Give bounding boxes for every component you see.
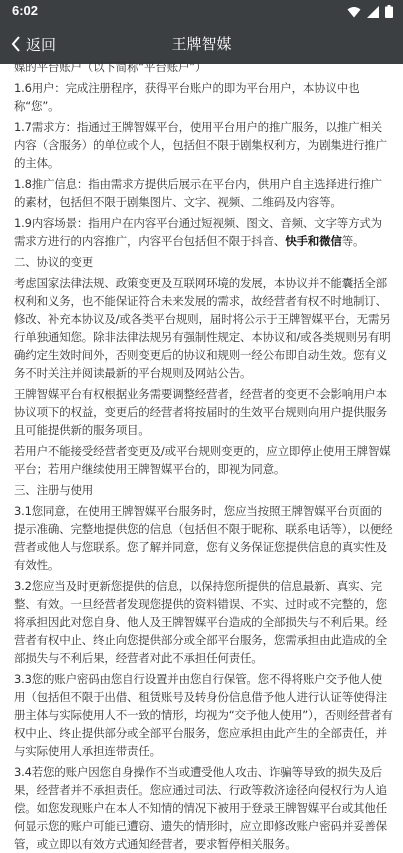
clause-1-9-end: 等。 bbox=[341, 234, 365, 248]
section-2-heading: 二、协议的变更 bbox=[14, 255, 94, 269]
clause-1-9-text: 1.9内容场景：指用户在内容平台通过短视频、图文、音频、文字等方式为需求方进行的内容推广，内容平台包括但不限于抖音、 bbox=[14, 216, 382, 248]
top-fragment: 媒的平台账户（以下简称“平台账户”） bbox=[14, 60, 207, 74]
status-icons bbox=[347, 5, 393, 18]
battery-icon bbox=[385, 5, 393, 18]
status-bar bbox=[0, 0, 403, 24]
clause-3-3: 3.3您的账户密码由您自行设置并由您自行保管。您不得将账户交予他人使用（包括但不限于出借、租赁账号及转身份信息借予他人进行认证等使得注册主体与实际使用人不一致的情形，均视为“交予他人使用”），否则经营者有权中止、终止提供部分或全部平台服务，您应承担由此产生的全部责任，并与实际使用人承担连带责任。 bbox=[14, 672, 393, 758]
clause-3-4: 3.4若您的账户因您自身操作不当或遭受他人攻击、诈骗等导致的损失及后果，经营者并不承担责任。您应通过司法、行政等救济途径向侵权行为人追偿。如您发现账户在本人不知情的情况下被用于登录王牌智媒平台或其他任何显示您的账户可能已遭窃、遗失的情形时，应立即修改账户密码并妥善保管，或立即以有效方式通知经营者，要求暂停相关服务。 bbox=[14, 765, 387, 851]
clause-3-1: 3.1您同意，在使用王牌智媒平台服务时，您应当按照王牌智媒平台页面的提示准确、完整地提供您的信息（包括但不限于昵称、联系电话等），以便经营者或他人与您联系。您了解并同意，您有义务保证您提供信息的真实性及有效性。 bbox=[14, 504, 393, 572]
clause-1-7: 1.7需求方：指通过王牌智媒平台，使用平台用户的推广服务，以推广相关内容（含服务）的单位或个人，包括但不限于剧集权利方，为剧集进行推广的主体。 bbox=[14, 120, 387, 170]
signal-icon bbox=[367, 6, 379, 18]
page-title: 王牌智媒 bbox=[171, 35, 232, 53]
section-2-para-2: 王牌智媒平台有权根据业务需要调整经营者，经营者的变更不会影响用户本协议项下的权益，变更后的经营者将按届时的生效平台规则向用户提供服务且可能提供新的服务项目。 bbox=[14, 387, 387, 437]
section-3-heading: 三、注册与使用 bbox=[14, 483, 94, 497]
section-2-para-1: 考虑国家法律法规、政策变更及互联网环境的发展，本协议并不能囊括全部权利和义务，也不能保证符合未来发展的需求，故经营者有权不时地制订、修改、补充本协议及/或各类平台规则，届时将公示于王牌智媒平台，无需另行单独通知您。除非法律法规另有强制性规定、本协议和/或各类规则另有明确约定生效时间外，否则变更后的协议和规则一经公布即自动生效。您有义务不时关注并阅读最新的平台规则及网站公告。 bbox=[14, 276, 391, 380]
status-time: 6:02 bbox=[12, 3, 39, 18]
back-label: 返回 bbox=[26, 35, 57, 54]
clause-1-8: 1.8推广信息：指由需求方提供后展示在平台内，供用户自主选择进行推广的素材，包括但不限于剧集图片、文字、视频、二维码及内容等。 bbox=[14, 177, 382, 209]
wifi-icon bbox=[347, 6, 361, 18]
clause-1-9 bbox=[14, 214, 393, 250]
clause-3-2: 3.2您应当及时更新您提供的信息，以保持您所提供的信息最新、真实、完整、有效。一旦经营者发现您提供的资料错误、不实、过时或不完整的，您将承担因此对您自身、他人及王牌智媒平台造成的全部损失与不利后果。经营者有权中止、终止向您提供部分或全部平台服务，您需承担由此造成的全部损失与不利后果，经营者对此不承担任何责任。 bbox=[14, 579, 387, 665]
chevron-left-icon bbox=[10, 35, 22, 53]
clause-1-6: 1.6用户：完成注册程序，获得平台账户的即为平台用户，本协议中也称“您”。 bbox=[14, 81, 360, 113]
clause-1-9-bold: 快手和微信 bbox=[285, 234, 342, 248]
agreement-content[interactable] bbox=[0, 60, 403, 851]
section-2-para-3: 若用户不能接受经营者变更及/或平台规则变更的，应立即停止使用王牌智媒平台；若用户继续使用王牌智媒平台的，即视为同意。 bbox=[14, 444, 391, 476]
